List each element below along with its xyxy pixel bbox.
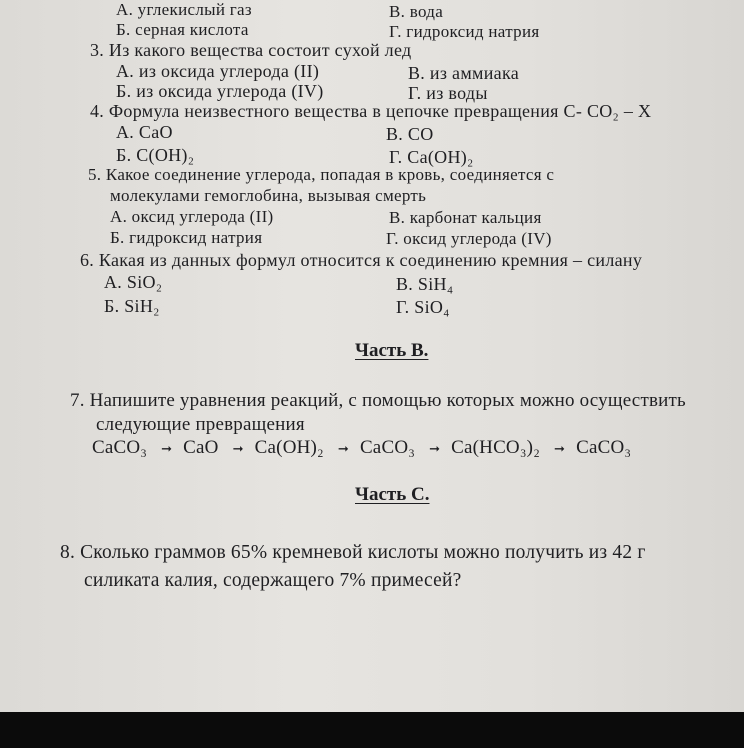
q3-option-a: А. из оксида углерода (II): [116, 61, 320, 81]
chain-step-4: CaCO₃: [359, 437, 416, 458]
arrow-right-icon: ➞: [161, 442, 173, 457]
q6-option-a: А. SiO₂: [104, 272, 163, 292]
chain-step-2: CaO: [183, 437, 219, 458]
q7-title-line2: следующие превращения: [96, 414, 305, 435]
part-c-heading: Часть С.: [355, 484, 430, 505]
q2-option-v: В. вода: [389, 2, 444, 21]
q6-option-g: Г. SiO₄: [396, 297, 450, 317]
q3-option-v: В. из аммиака: [408, 63, 520, 83]
q2-option-a: А. углекислый газ: [116, 0, 252, 19]
q8-line2: силиката калия, содержащего 7% примесей?: [84, 570, 462, 591]
chain-step-3: Ca(OH)₂: [254, 437, 324, 458]
q5-option-v: В. карбонат кальция: [389, 208, 542, 227]
q3-option-b: Б. из оксида углерода (IV): [116, 81, 324, 101]
q4-option-v: В. CO: [386, 124, 434, 144]
q5-option-b: Б. гидроксид натрия: [110, 228, 263, 247]
q4-option-g: Г. Ca(OH)₂: [389, 147, 474, 167]
q3-title: 3. Из какого вещества состоит сухой лед: [90, 40, 412, 60]
part-b-heading: Часть В.: [355, 340, 429, 361]
q4-option-a: А. CaO: [116, 122, 173, 142]
q7-reaction-chain: [92, 437, 637, 459]
q6-option-v: В. SiH₄: [396, 274, 454, 294]
q5-title-line2: молекулами гемоглобина, вызывая смерть: [110, 186, 427, 205]
q2-option-b: Б. серная кислота: [116, 20, 249, 39]
q3-option-g: Г. из воды: [408, 83, 488, 103]
chain-step-5: Ca(HCO₃)₂: [451, 437, 541, 458]
q6-title: 6. Какая из данных формул относится к соединению кремния – силану: [80, 250, 643, 270]
q4-title: 4. Формула неизвестного вещества в цепочке превращения C- CO₂ – X: [90, 101, 652, 121]
chain-step-1: CaCO₃: [92, 437, 148, 458]
arrow-right-icon: ➞: [232, 442, 244, 457]
q5-title-line1: 5. Какое соединение углерода, попадая в кровь, соединяется с: [88, 165, 555, 184]
q5-option-a: А. оксид углерода (II): [110, 207, 274, 226]
q8-line1: 8. Сколько граммов 65% кремневой кислоты можно получить из 42 г: [60, 542, 646, 563]
q5-option-g: Г. оксид углерода (IV): [386, 229, 552, 248]
bottom-dark-edge: [0, 712, 744, 748]
arrow-right-icon: ➞: [337, 442, 349, 457]
chain-step-6: CaCO₃: [576, 437, 632, 458]
arrow-right-icon: ➞: [554, 442, 566, 457]
q6-option-b: Б. SiH₂: [104, 296, 160, 316]
q4-option-b: Б. C(OH)₂: [116, 145, 195, 165]
q7-title-line1: 7. Напишите уравнения реакций, с помощью которых можно осуществить: [70, 390, 686, 411]
arrow-right-icon: ➞: [429, 442, 441, 457]
q2-option-g: Г. гидроксид натрия: [389, 22, 540, 41]
